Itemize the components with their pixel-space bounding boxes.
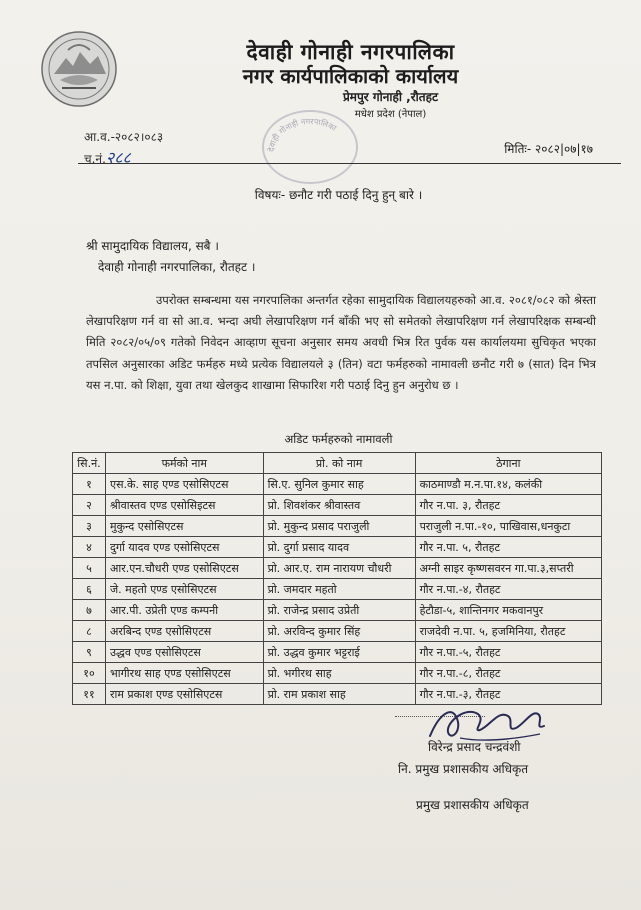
svg-text:देवाही गोनाही नगरपालिका [266,117,339,152]
firm-cell: एस.के. साह एण्ड एसोसिएटस [106,474,264,495]
serial-cell: ४ [73,537,106,558]
table-row [73,663,602,684]
proprietor-cell: सि.ए. सुनिल कुमार साह [263,474,415,495]
signatory-designation: नि. प्रमुख प्रशासकीय अधिकृत [398,762,529,776]
municipality-name: देवाही गोनाही नगरपालिका [246,40,455,64]
chalani-label: च.नं. [84,152,106,166]
office-address: प्रेमपुर गोनाही ,रौतहट [342,90,439,104]
proprietor-cell: प्रो. भगीरथ साह [263,663,415,684]
col-header-serial: सि.नं. [73,453,106,474]
proprietor-cell: प्रो. आर.ए. राम नारायण चौधरी [263,558,415,579]
chalani-number: २८८ [105,148,131,167]
address-cell: गौर न.पा. ३, रौतहट [415,495,601,516]
province-name: मधेश प्रदेश (नेपाल) [354,109,427,120]
serial-cell: ३ [73,516,106,537]
stamp-text-icon [264,112,356,182]
letter-body: उपरोक्त सम्बन्धमा यस नगरपालिका अन्तर्गत रहेका सामुदायिक विद्यालयहरुको आ.व. २०८१/०८२ को श्रेस्ता लेखापरिक्षण गर्न वा सो आ.व. भन्दा अघी लेखापरिक्षण गर्न बाँकी भए सो समेतको लेखापरिक्षण गर्न लेखापरिक्षक सम्बन्धी मिति २०८२/०५/०९ गतेको निवेदन आव्हाण सूचना अनुसार समय अवधी भित्र रित पुर्वक यस कार्यालयमा सुचिकृत भएका तपसिल अनुसारका अडिट फर्महरु मध्ये प्रत्येक विद्यालयले ३ (तिन) वटा फर्महरुको नामावली छनौट गरी ७ (सात) दिन भित्र यस न.पा. को शिक्षा, युवा तथा खेलकुद शाखामा सिफारिश गरी पठाई दिनु हुन अनुरोध छ । [86,293,596,392]
table-row [73,579,602,600]
table-row [73,642,602,663]
firm-cell: जे. महतो एण्ड एसोसिएटस [106,579,264,600]
table-header-row [73,453,602,474]
serial-cell: ११ [73,684,106,705]
firm-cell: श्रीवास्तव एण्ड एसोसिइटस [106,495,264,516]
proprietor-cell: प्रो. शिवशंकर श्रीवास्तव [263,495,415,516]
firm-cell: मुकुन्द एसोसिएटस [106,516,264,537]
proprietor-cell: प्रो. अरविन्द कुमार सिंह [263,621,415,642]
addressee-line-2: देवाही गोनाही नगरपालिका, रौतहट । [98,260,256,274]
address-cell: गौर न.पा. ५, रौतहट [415,537,601,558]
serial-cell: १ [73,474,106,495]
proprietor-cell: प्रो. दुर्गा प्रसाद यादव [263,537,415,558]
col-header-address: ठेगाना [415,453,601,474]
audit-firm-table [72,452,602,705]
address-cell: गौर न.पा.-८, रौतहट [415,663,601,684]
proprietor-cell: प्रो. उद्धव कुमार भट्टराई [263,642,415,663]
table-row [73,516,602,537]
serial-cell: ७ [73,600,106,621]
address-cell: हेटौडा-५, शान्तिनगर मकवानपुर [415,600,601,621]
serial-cell: ५ [73,558,106,579]
address-cell: अग्नी साइर कृष्णसवरन गा.पा.३,सप्तरी [415,558,601,579]
chalani-number-line [84,146,131,168]
letter-date: मितिः- २०८२|०७|१७ [504,142,593,156]
firm-cell: भागीरथ साह एण्ड एसोसिएटस [106,663,264,684]
address-cell: गौर न.पा.-४, रौतहट [415,579,601,600]
address-cell: गौर न.पा.-५, रौतहट [415,642,601,663]
firm-cell: अरबिन्द एण्ड एसोसिएटस [106,621,264,642]
stamp-text: देवाही गोनाही नगरपालिका [266,116,338,153]
subject-line: विषयः- छनौट गरी पठाई दिनु हुन् बारे । [254,188,423,202]
firm-cell: आर.एन.चौधरी एण्ड एसोसिएटस [106,558,264,579]
serial-cell: २ [73,495,106,516]
signatory-name: विरेन्द्र प्रसाद चन्द्रवंशी [428,740,521,754]
office-stamp [262,110,358,184]
proprietor-cell: प्रो. राम प्रकाश साह [263,684,415,705]
address-cell: काठमाण्डौ म.न.पा.१४, कलंकी [415,474,601,495]
address-cell: पराजुली न.पा.-१०, पाखिवास,धनकुटा [415,516,601,537]
serial-cell: १० [73,663,106,684]
col-header-firm: फर्मको नाम [106,453,264,474]
serial-cell: ९ [73,642,106,663]
address-cell: गौर न.पा.-३, रौतहट [415,684,601,705]
table-row [73,621,602,642]
firm-cell: दुर्गा यादव एण्ड एसोसिएटस [106,537,264,558]
firm-cell: उद्धव एण्ड एसोसिएटस [106,642,264,663]
proprietor-cell: प्रो. राजेन्द्र प्रसाद उप्रेती [263,600,415,621]
office-name: नगर कार्यपालिकाको कार्यालय [242,64,459,88]
serial-cell: ६ [73,579,106,600]
proprietor-cell: प्रो. जमदार महतो [263,579,415,600]
address-cell: राजदेवी न.पा. ५, हजमिनिया, रौतहट [415,621,601,642]
addressee-line-1: श्री सामुदायिक विद्यालय, सबै । [86,239,219,253]
signatory-designation-secondary: प्रमुख प्रशासकीय अधिकृत [416,798,529,812]
table-row [73,474,602,495]
serial-cell: ८ [73,621,106,642]
header-divider [78,163,621,164]
firm-cell: आर.पी. उप्रेती एण्ड कम्पनी [106,600,264,621]
fiscal-year: आ.व.-२०८२।०८३ [84,130,164,144]
col-header-proprietor: प्रो. को नाम [263,453,415,474]
firm-cell: राम प्रकाश एण्ड एसोसिएटस [106,684,264,705]
table-row [73,558,602,579]
table-row [73,600,602,621]
table-row [73,537,602,558]
table-title: अडिट फर्महरुको नामावली [284,432,393,446]
proprietor-cell: प्रो. मुकुन्द प्रसाद पराजुली [263,516,415,537]
table-row [73,495,602,516]
